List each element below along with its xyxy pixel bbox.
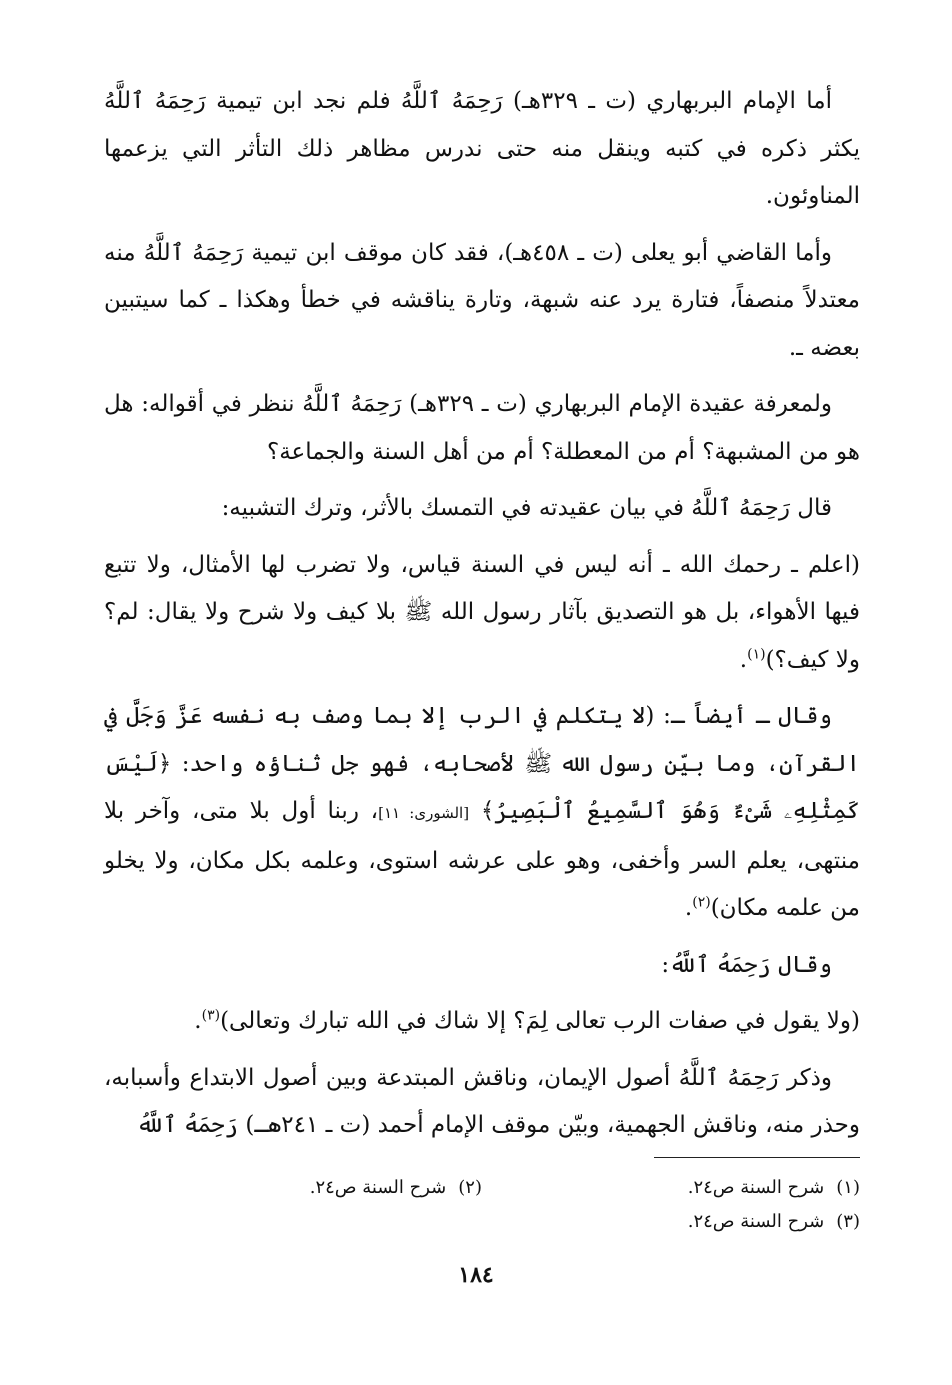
paragraph-quote-intro — [104, 485, 860, 533]
page-number: ١٨٤ — [458, 1262, 494, 1288]
paragraph-text: وذكر رَحِمَهُ ٱللَّهُ أصول الإيمان، وناقش المبتدعة وبين أصول الابتداع وأسبابه، وحذر منه، وناقش الجهمية، وبيّن موقف الإمام أحمد (ت ـ ٢٤١هـ) رَحِمَهُ ٱللَّهُ — [104, 1064, 860, 1138]
paragraph-text: ولمعرفة عقيدة الإمام البربهاري (ت ـ ٣٢٩هـ) رَحِمَهُ ٱللَّهُ ننظر في أقواله: هل هو من المشبهة؟ أم من المعطلة؟ أم من أهل السنة والجماعة؟ — [104, 391, 860, 465]
paragraph-period: . — [739, 646, 748, 673]
main-text — [104, 78, 860, 1159]
footnote-text: شرح السنة ص٢٤. — [687, 1176, 825, 1198]
quran-reference: [الشورى: ١١] — [378, 804, 470, 822]
footnote-divider — [654, 1157, 860, 1158]
paragraph-quote-three — [104, 998, 860, 1046]
paragraph-barbahari-intro — [104, 78, 860, 221]
footnote-text: شرح السنة ص٢٤. — [309, 1176, 447, 1198]
footnote-2 — [104, 1171, 482, 1204]
footnote-3 — [480, 1205, 860, 1238]
footnote-row — [104, 1170, 860, 1204]
paragraph-quote-one — [104, 542, 860, 685]
paragraph-text: وأما القاضي أبو يعلى (ت ـ ٤٥٨هـ)، فقد كان موقف ابن تيمية رَحِمَهُ ٱللَّهُ منه معتدلاً منصفاً، فتارة يرد عنه شبهة، وتارة يناقشه في خطأ وهكذا ـ كما سيتبين بعضه ـ. — [104, 239, 860, 361]
footnotes — [104, 1170, 860, 1238]
paragraph-text: وقال رَحِمَهُ ٱللَّهُ: — [661, 951, 832, 978]
paragraph-text: وقال ـ أيضاً ـ: (لا يتكلم في الرب إلا بما وصف به نفسه عَزَّ وَجَلَّ في القرآن، وما بيّن رسول الله ﷺ لأصحابه، فهو جل ثناؤه واحد: ﴿لَيْسَ كَمِثْلِهِۦ شَىْءٌ وَهُوَ ٱلسَّمِيعُ ٱلْبَصِيرُ﴾ — [104, 703, 861, 824]
footnote-number: (١) — [836, 1176, 860, 1198]
paragraph-text: قال رَحِمَهُ ٱللَّهُ في بيان عقيدته في التمسك بالأثر، وترك التشبيه: — [221, 495, 832, 521]
footnote-number: (٢) — [458, 1176, 482, 1198]
paragraph-text-tail: ، ربنا أول بلا متى، وآخر بلا منتهى، يعلم السر وأخفى، وهو على عرشه استوى، وعلمه بكل مكان، ولا يخلو من علمه مكان) — [104, 798, 860, 921]
paragraph-text: (اعلم ـ رحمك الله ـ أنه ليس في السنة قياس، ولا تضرب لها الأمثال، ولا تتبع فيها الأهواء، بل هو التصديق بآثار رسول الله ﷺ بلا كيف ولا شرح ولا يقال: لم؟ ولا كيف؟) — [104, 551, 860, 673]
footnote-marker-1[interactable]: (١) — [747, 645, 766, 662]
paragraph-creed-question — [104, 381, 860, 476]
footnote-number: (٣) — [836, 1210, 860, 1232]
paragraph-period: . — [684, 895, 693, 921]
footnote-marker-3[interactable]: (٣) — [201, 1007, 221, 1024]
footnote-marker-2[interactable]: (٢) — [692, 894, 711, 911]
footnote-1 — [482, 1171, 860, 1204]
footnote-text: شرح السنة ص٢٤. — [687, 1210, 825, 1232]
paragraph-usul-al-iman — [104, 1055, 860, 1150]
paragraph-text: أما الإمام البربهاري (ت ـ ٣٢٩هـ) رَحِمَهُ ٱللَّهُ فلم نجد ابن تيمية رَحِمَهُ ٱللَّهُ يكثر ذكره في كتبه وينقل منه حتى ندرس مظاهر ذلك التأثر التي يزعمها المناوئون. — [104, 88, 860, 209]
paragraph-abu-yala — [104, 230, 860, 373]
paragraph-quote-two — [104, 693, 860, 933]
paragraph-text: (ولا يقول في صفات الرب تعالى لِمَ؟ إلا شاك في الله تبارك وتعالى) — [220, 1008, 860, 1034]
paragraph-period: . — [194, 1008, 202, 1034]
paragraph-quote-three-intro — [104, 942, 860, 990]
footnote-row — [104, 1204, 860, 1238]
